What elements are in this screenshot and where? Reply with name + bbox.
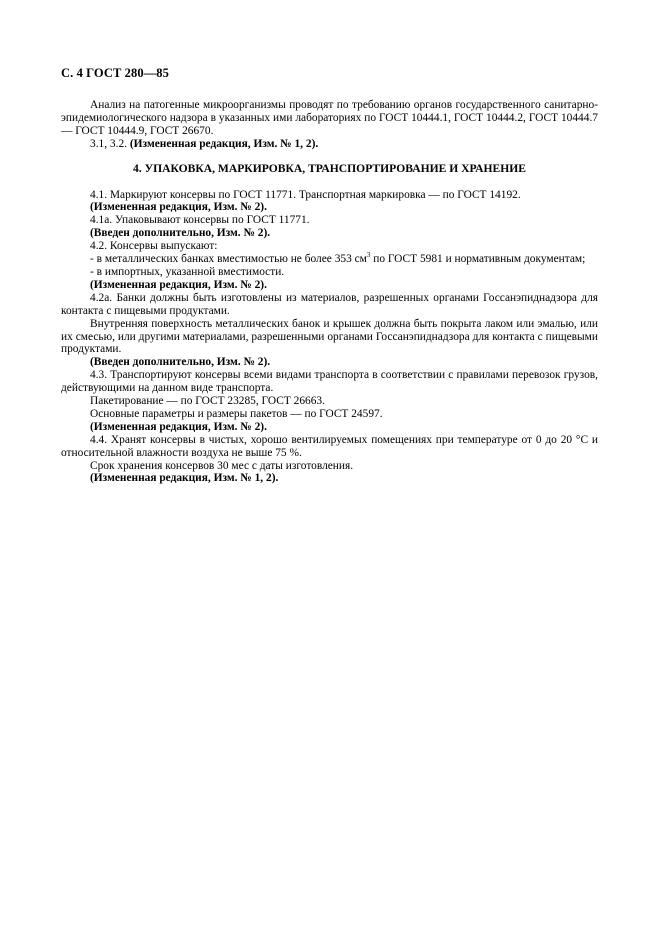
superscript: 3 [366,251,371,260]
paragraph-4-4: 4.4. Хранят консервы в чистых, хорошо вентилируемых помещениях при температуре от 0 до 20 °С и относительной влажности воздуха не выше 75 %. [61,433,598,459]
paragraph-4-1: 4.1. Маркируют консервы по ГОСТ 11771. Транспортная маркировка — по ГОСТ 14192. [90,188,521,201]
section-title: 4. УПАКОВКА, МАРКИРОВКА, ТРАНСПОРТИРОВАНИЕ И ХРАНЕНИЕ [132,161,527,175]
paragraph-package-params: Основные параметры и размеры пакетов — по ГОСТ 24597. [90,407,383,420]
page-header: С. 4 ГОСТ 280—85 [61,66,170,80]
amendment-note: (Измененная редакция, Изм. № 2). [90,420,267,433]
paragraph-4-1a: 4.1а. Упаковывают консервы по ГОСТ 11771. [90,214,310,227]
amendment-note: (Измененная редакция, Изм. № 2). [90,278,267,291]
amendment-note: (Измененная редакция, Изм. № 2). [90,201,267,214]
list-item: - в импортных, указанной вместимости. [90,265,285,278]
paragraph-4-2a: 4.2а. Банки должны быть изготовлены из материалов, разрешенных органами Госсанэпиднадзора для контакта с пищевыми продуктами. [61,291,598,317]
intro-paragraph: Анализ на патогенные микроорганизмы проводят по требованию органов государственного санитарно-эпидемиологического надзора в указанных ими лабораториях по ГОСТ 10444.1, ГОСТ 10444.2, ГОСТ 10444.7 — ГОСТ 10444.9, ГОСТ 26670. [61,99,598,137]
list-item-text: по ГОСТ 5981 и нормативным документам; [370,253,586,266]
paragraph-4-3: 4.3. Транспортируют консервы всеми видами транспорта в соответствии с правилами перевозок грузов, действующими на данном виде транспорта. [61,369,598,395]
paragraph-4-2: 4.2. Консервы выпускают: [90,240,218,253]
paragraph-3-1-prefix: 3.1, 3.2. [90,137,130,150]
document-body [61,99,598,485]
amendment-note: (Измененная редакция, Изм. № 1, 2). [90,472,279,485]
paragraph-storage-term: Срок хранения консервов 30 мес с даты изготовления. [90,459,354,472]
paragraph-4-2a-continued: Внутренняя поверхность металлических банок и крышек должна быть покрыта лаком или эмалью, или их смесью, или другими материалами, разрешенными органами Госсанэпиднадзора для контакта с пищевыми продуктами. [61,317,598,356]
amendment-note: (Введен дополнительно, Изм. № 2). [90,356,271,369]
paragraph-3-1 [61,138,598,151]
list-item-text: - в металлических банках вместимостью не более 353 см [90,253,367,266]
amendment-note: (Измененная редакция, Изм. № 1, 2). [129,137,319,150]
list-item [61,253,598,266]
amendment-note: (Введен дополнительно, Изм. № 2). [90,227,271,240]
paragraph-packaging: Пакетирование — по ГОСТ 23285, ГОСТ 26663. [90,395,325,408]
